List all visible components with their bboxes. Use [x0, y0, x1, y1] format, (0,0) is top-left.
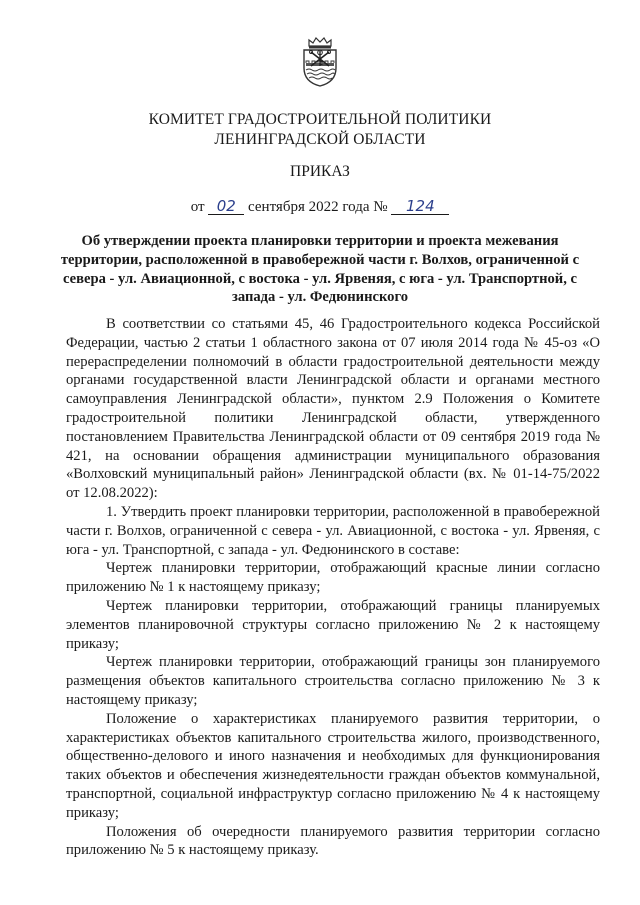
date-month-year: сентября 2022 года № [248, 199, 388, 215]
date-day: 02 [208, 198, 244, 215]
clause-1-paragraph: 1. Утвердить проект планировки территории, расположенной в правобережной части г. Волхов, ограниченной с севера - ул. Авиационной, с востока - ул. Ярвеняя, с юга - ул. Транспортной, с запада - ул. Федюнинского в составе: [66, 503, 600, 558]
list-item: Положения об очередности планируемого развития территории согласно приложению № 5 к настоящему приказу. [66, 823, 600, 859]
list-item: Чертеж планировки территории, отображающий границы планируемых элементов планировочной структуры согласно приложению № 2 к настоящему приказу; [66, 597, 600, 652]
date-prefix: от [190, 199, 205, 215]
organization-name [60, 110, 580, 150]
document-body [66, 315, 600, 860]
order-number: 124 [391, 198, 449, 215]
preamble-paragraph: В соответствии со статьями 45, 46 Градостроительного кодекса Российской Федерации, частью 2 статьи 1 областного закона от 07 июля 2014 года № 45-оз «О перераспределении полномочий в области градостроительной деятельности между органами государственной власти Ленинградской области и органами местного самоуправления Ленинградской области», пунктом 2.9 Положения о Комитете градостроительной политики Ленинградской области, утвержденного постановлением Правительства Ленинградской области от 09 сентября 2019 года № 421, на основании обращения администрации муниципального образования «Волховский муниципальный район» Ленинградской области (вх. № 01-14-75/2022 от 12.08.2022): [66, 316, 600, 502]
document-type: ПРИКАЗ [290, 163, 350, 180]
list-item: Чертеж планировки территории, отображающий границы зон планируемого размещения объектов капитального строительства согласно приложению № 3 к настоящему приказу; [66, 654, 600, 708]
list-item: Чертеж планировки территории, отображающий красные линии согласно приложению № 1 к настоящему приказу; [66, 560, 600, 596]
date-line [60, 197, 580, 217]
organization-line-2: ЛЕНИНГРАДСКОЙ ОБЛАСТИ [214, 131, 426, 148]
document-title: Об утверждении проекта планировки территории и проекта межевания территории, расположенной в правобережной части г. Волхов, ограниченной с севера - ул. Авиационной, с востока - ул. Ярвеняя, с юга - ул. Транспортной, с запада - ул. Федюнинского [60, 233, 580, 306]
coat-of-arms-icon [300, 36, 340, 88]
list-item: Положение о характеристиках планируемого развития территории, о характеристиках объектов капитального строительства жилого, производственного, общественно-делового и иного назначения и необходимых для функционирования таких объектов и обеспечения жизнедеятельности граждан объектов коммунальной, транспортной, социальной инфраструктур согласно приложению № 4 к настоящему приказу; [66, 710, 600, 821]
organization-line-1: КОМИТЕТ ГРАДОСТРОИТЕЛЬНОЙ ПОЛИТИКИ [148, 111, 492, 128]
